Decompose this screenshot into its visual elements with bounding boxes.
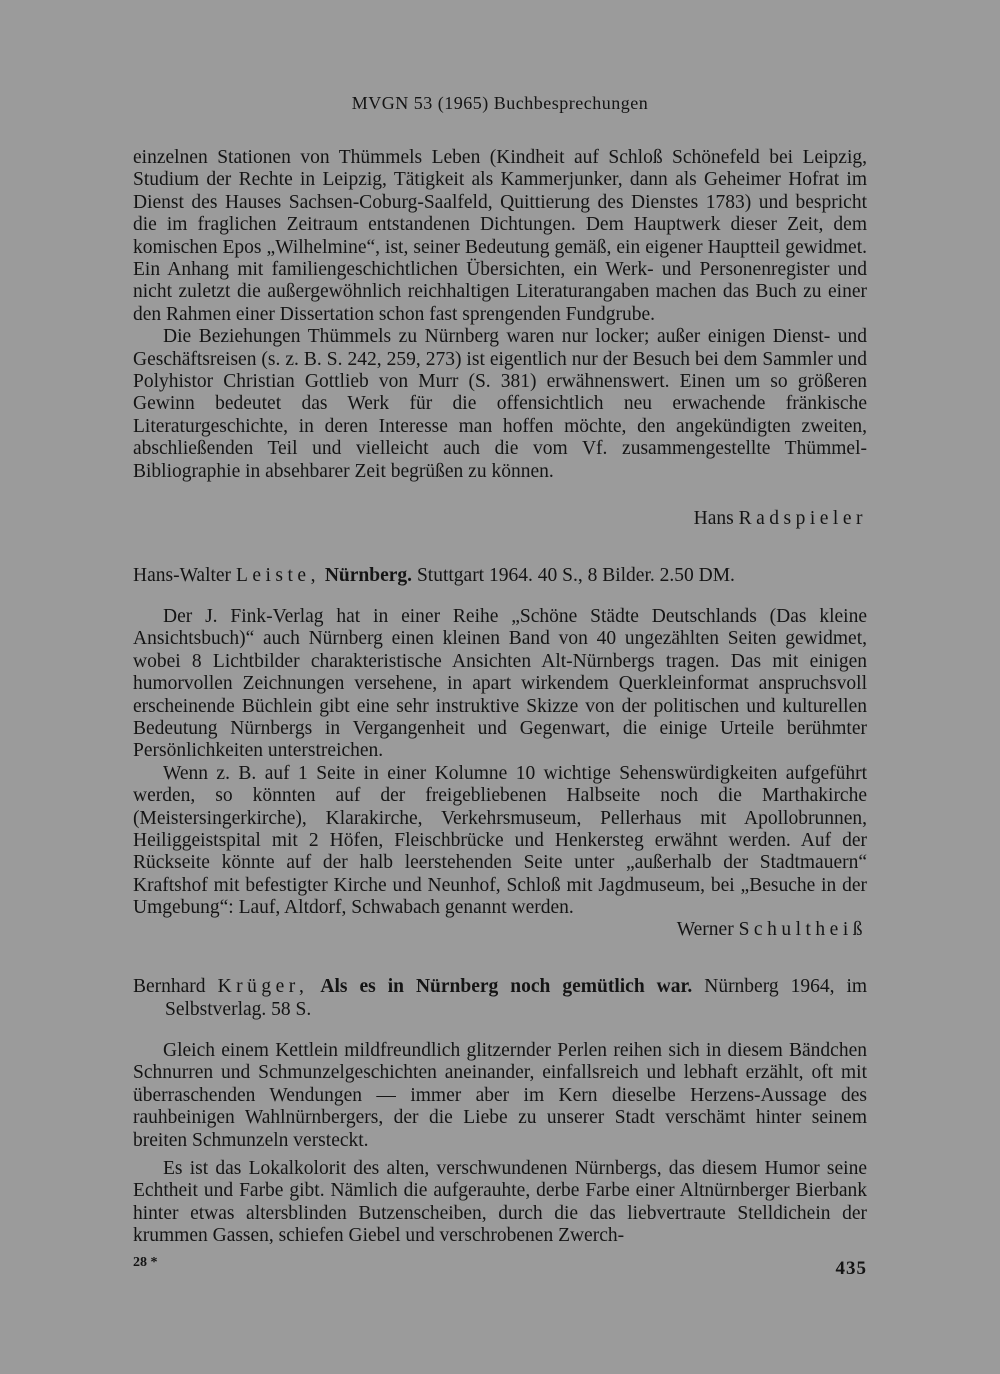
review-2-paragraph-2: Wenn z. B. auf 1 Seite in einer Kolumne 10 wichtige Sehenswürdigkeiten aufgeführt werden, so könnten auf der freigebliebenen Halbseite noch die Marthakirche (Meistersingerkirche), Klarakirche, Verkehrsmuseum, Pellerhaus mit Apollobrunnen, Heiliggeistspital mit 2 Höfen, Fleischbrücke und Henkersteg erwähnt werden. Auf der Rückseite könnte auf der halb leerstehenden Seite unter „außerhalb der Stadtmauern“ Kraftshof mit befestigter Kirche und Neunhof, Schloß mit Jagdmuseum, bei „Besuche in der Umgebung“: Lauf, Altdorf, Schwabach genannt werden. <box>133 762 867 919</box>
signature-mark: 28 * <box>133 1255 158 1270</box>
reviewer-first-name: Werner <box>676 918 734 940</box>
book-details: Stuttgart 1964. 40 S., 8 Bilder. 2.50 DM. <box>416 565 735 586</box>
review-1-signature <box>133 508 867 530</box>
running-head: MVGN 53 (1965) Buchbesprechungen <box>351 93 649 113</box>
book-details: Nürnberg 1964, im Selbstverlag. 58 S. <box>165 976 868 1020</box>
reviewer-last-name: Radspieler <box>738 508 867 529</box>
review-1-paragraph-2: Die Beziehungen Thümmels zu Nürnberg waren nur locker; außer einigen Dienst- und Geschäftsreisen (s. z. B. S. 242, 259, 273) ist eigentlich nur der Besuch bei dem Sammler und Polyhistor Christian Gottlieb von Murr (S. 381) erwähnenswert. Einen um so größeren Gewinn bedeutet das Werk für die offensichtlich neu erwachende fränkische Literaturgeschichte, in deren Interesse man hoffen möchte, den angekündigten zweiten, abschließenden Teil und vielleicht auch die vom Vf. zusammengestellte Thümmel-Bibliographie in absehbarer Zeit begrüßen zu können. <box>133 326 867 482</box>
review-2 <box>133 606 867 941</box>
review-3-citation <box>133 975 867 1021</box>
book-author-last: Leiste, <box>235 565 320 586</box>
page-number: 435 <box>835 1258 867 1279</box>
book-author-first: Bernhard <box>133 976 206 997</box>
book-author-last: Krüger, <box>217 976 309 997</box>
book-title: Nürnberg. <box>324 565 413 586</box>
book-author-first: Hans-Walter <box>133 565 232 586</box>
review-2-citation <box>133 564 867 587</box>
review-2-paragraph-1: Der J. Fink-Verlag hat in einer Reihe „Schöne Städte Deutschlands (Das kleine Ansichtsbuch)“ auch Nürnberg einen kleinen Band von 40 ungezählten Seiten gewidmet, wobei 8 Lichtbilder charakteristische Ansichten Alt-Nürnbergs tragen. Das mit einigen humorvollen Zeichnungen versehene, in apart wirkendem Querkleinformat anspruchsvoll erscheinende Büchlein gibt eine sehr instruktive Skizze von der politischen und kulturellen Bedeutung Nürnbergs in Vergangenheit und Gegenwart, die einige Urteile berühmter Persönlichkeiten unterstreichen. <box>133 606 867 762</box>
review-1 <box>133 147 867 483</box>
review-2-signature <box>133 919 867 941</box>
review-3-paragraph-1: Gleich einem Kettlein mildfreundlich glitzernder Perlen reihen sich in diesem Bändchen Schnurren und Schmunzelgeschichten aneinander, einfallsreich und lebhaft erzählt, oft mit überraschenden Wendungen — immer aber im Kern dieselbe Herzens-Aussage des rauhbeinigen Wahlnürnbergers, der die Liebe zu unserer Stadt verschämt hinter seinem breiten Schmunzeln versteckt. <box>133 1040 867 1151</box>
review-1-paragraph-1: einzelnen Stationen von Thümmels Leben (Kindheit auf Schloß Schönefeld bei Leipzig, Studium der Rechte in Leipzig, Tätigkeit als Kammerjunker, dann als Geheimer Hofrat im Dienst des Hauses Sachsen-Coburg-Saalfeld, Quittierung des Dienstes 1783) und bespricht die im fraglichen Zeitraum entstandenen Dichtungen. Dem Hauptwerk dieser Zeit, dem komischen Epos „Wilhelmine“, ist, seiner Bedeutung gemäß, ein eigener Hauptteil gewidmet. Ein Anhang mit familiengeschichtlichen Übersichten, ein Werk- und Personenregister und nicht zuletzt die außergewöhnlich reichhaltigen Literaturangaben machen das Buch zu einer den Rahmen einer Dissertation schon fast sprengenden Fundgrube. <box>133 147 867 325</box>
reviewer-last-name: Schultheiß <box>738 918 867 940</box>
book-title: Als es in Nürnberg noch gemütlich war. <box>320 976 693 997</box>
reviewer-first-name: Hans <box>693 508 734 529</box>
review-3 <box>133 1040 867 1248</box>
review-3-paragraph-2: Es ist das Lokalkolorit des alten, verschwundenen Nürnbergs, das diesem Humor seine Echtheit und Farbe gibt. Nämlich die aufgerauhte, derbe Farbe einer Altnürnberger Bierbank hinter etwas altersblinden Butzenscheiben, durch die das liebvertraute Stelldichein der krummen Gassen, schiefen Giebel und verschrobenen Zwerch- <box>133 1158 867 1247</box>
